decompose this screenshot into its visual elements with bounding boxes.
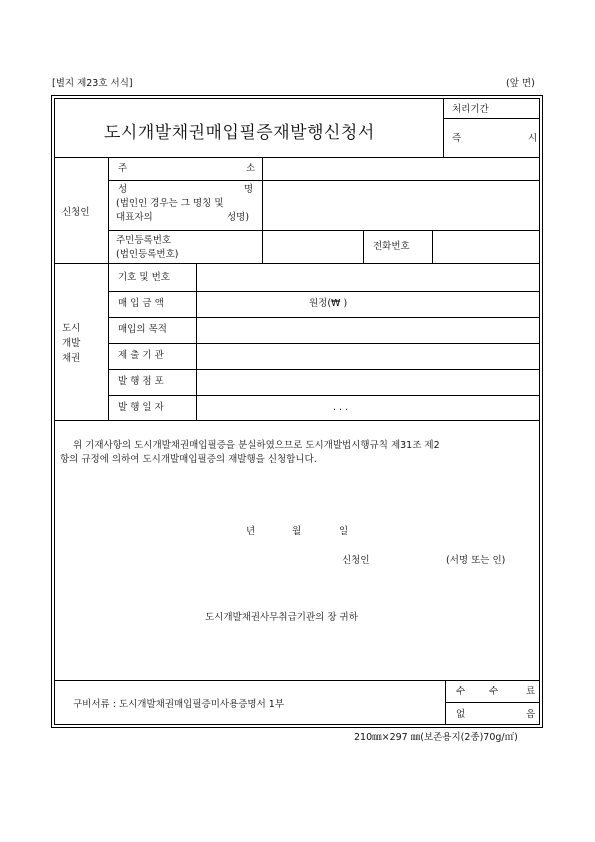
address-label-a: 주	[118, 163, 128, 174]
divider	[363, 230, 364, 263]
statement-line-2: 항의 규정에 의하여 도시개발매입필증의 재발행을 신청합니다.	[60, 454, 317, 465]
required-documents: 구비서류 : 도시개발채권매입필증미사용증명서 1부	[73, 699, 285, 710]
processing-value-b: 시	[528, 133, 538, 144]
divider	[108, 395, 540, 396]
corporate-registration-label: (법인등록번호)	[116, 249, 179, 260]
page-side-label: (앞 면)	[506, 78, 535, 89]
name-label-b: 명	[244, 184, 254, 195]
fee-label-1: 수	[456, 686, 466, 697]
fee-value-a: 없	[456, 709, 466, 720]
date-year-label: 년	[246, 526, 256, 537]
divider	[54, 157, 540, 158]
divider	[108, 343, 540, 344]
divider	[108, 230, 540, 231]
address-label-b: 소	[246, 163, 256, 174]
submitting-agency-label: 제 출 기 관	[118, 350, 164, 361]
bond-number-label: 기호 및 번호	[118, 272, 170, 283]
fee-label-3: 료	[526, 686, 536, 697]
issue-date-label: 발 행 일 자	[118, 402, 164, 413]
bond-section-label-2: 개발	[62, 338, 81, 349]
divider	[54, 263, 540, 264]
name-note-line-1: (법인인 경우는 그 명칭 및	[116, 198, 224, 209]
bond-section-label-3: 채권	[62, 353, 81, 364]
divider	[432, 230, 433, 263]
addressee: 도시개발채권사무취급기관의 장 귀하	[205, 612, 358, 623]
divider	[445, 702, 540, 703]
paper-spec-footer: 210㎜×297 ㎜(보존용지(2종)70g/㎡)	[354, 732, 518, 743]
bond-section-label-1: 도시	[62, 323, 81, 334]
fee-label-2: 수	[489, 686, 499, 697]
divider	[196, 263, 197, 420]
purchase-amount-label: 매 입 금 액	[118, 298, 164, 309]
divider	[262, 157, 263, 263]
statement-line-1: 위 기재사항의 도시개발채권매입필증을 분실하였으므로 도시개발법시행규칙 제31조 제2	[73, 440, 440, 451]
phone-label: 전화번호	[373, 241, 410, 252]
processing-value-a: 즉	[452, 133, 462, 144]
registration-number-label: 주민등록번호	[116, 235, 172, 246]
name-label-a: 성	[118, 184, 128, 195]
divider	[54, 680, 540, 681]
purchase-purpose-label: 매입의 목적	[118, 324, 167, 335]
divider	[443, 118, 540, 119]
name-note-line-2b: 성명)	[227, 212, 250, 223]
name-note-line-2a: 대표자의	[116, 212, 153, 223]
issuing-branch-label: 발 행 점 포	[118, 376, 164, 387]
divider	[108, 157, 109, 420]
issue-date-value: . . .	[333, 402, 349, 413]
divider	[54, 420, 540, 421]
divider	[443, 98, 444, 157]
signer-label: 신청인	[342, 555, 370, 566]
divider	[108, 180, 540, 181]
divider	[108, 291, 540, 292]
fee-value-b: 음	[526, 709, 536, 720]
signature-placeholder: (서명 또는 인)	[446, 555, 506, 566]
purchase-amount-value: 원정(₩ )	[309, 298, 348, 309]
processing-period-label: 처리기간	[452, 104, 489, 115]
form-number: [별지 제23호 서식]	[52, 78, 133, 89]
divider	[108, 317, 540, 318]
applicant-section-label: 신청인	[62, 207, 90, 218]
date-day-label: 일	[339, 526, 349, 537]
date-month-label: 월	[292, 526, 302, 537]
form-title: 도시개발채권매입필증재발행신청서	[104, 123, 375, 143]
divider	[108, 369, 540, 370]
